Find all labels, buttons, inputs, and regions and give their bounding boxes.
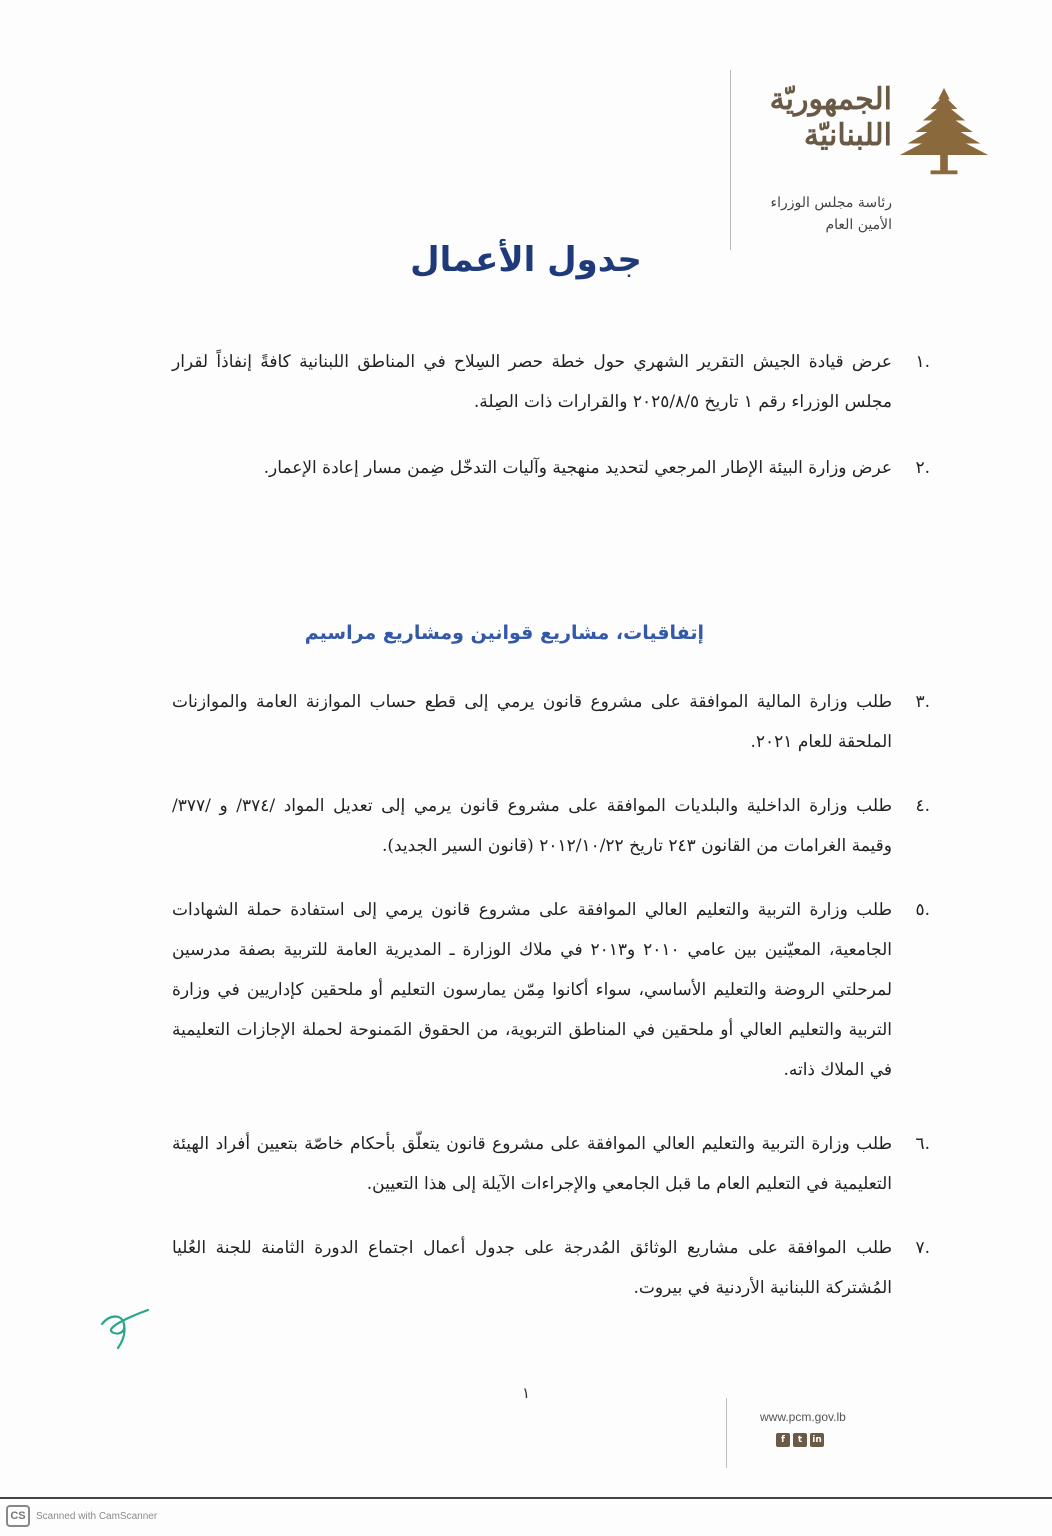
republic-line-2: اللبنانيّة [803,118,892,153]
item-number: .٣ [915,692,930,712]
agenda-item-1 [172,342,930,422]
agenda-item-5 [172,890,930,1090]
twitter-icon[interactable]: t [793,1433,807,1447]
office-line-2: الأمين العام [825,217,892,233]
camscanner-logo: CS [6,1505,30,1527]
page-title: جدول الأعمال [410,240,642,280]
linkedin-icon[interactable]: in [810,1433,824,1447]
website-link[interactable]: www.pcm.gov.lb [760,1410,846,1424]
agenda-item-4 [172,786,930,866]
item-text: عرض قيادة الجيش التقرير الشهري حول خطة حصر السِلاح في المناطق اللبنانية كافةً إنفاذاً لقرار مجلس الوزراء رقم ١ تاريخ ٢٠٢٥/٨/٥ والقرارات ذات الصِلة. [172,352,892,412]
facebook-icon[interactable]: f [776,1433,790,1447]
social-icons [776,1433,824,1447]
agenda-item-2 [172,448,930,488]
letterhead [692,70,992,250]
signature-mark [96,1304,160,1350]
item-number: .٢ [915,458,930,478]
item-text: طلب الموافقة على مشاريع الوثائق المُدرجة على جدول أعمال اجتماع الدورة الثامنة للجنة العُليا المُشتركة اللبنانية الأردنية في بيروت. [172,1238,892,1298]
scanner-text: Scanned with CamScanner [36,1510,158,1522]
header-divider [730,70,731,250]
item-text: طلب وزارة التربية والتعليم العالي الموافقة على مشروع قانون يتعلّق بأحكام خاصّة بتعيين أفراد الهيئة التعليمية في التعليم العام ما قبل الجامعي والإجراءات الآيلة إلى هذا التعيين. [172,1134,892,1194]
section-heading: إتفاقيات، مشاريع قوانين ومشاريع مراسيم [304,622,704,644]
agenda-item-6 [172,1124,930,1204]
agenda-item-7 [172,1228,930,1308]
item-text: طلب وزارة الداخلية والبلديات الموافقة على مشروع قانون يرمي إلى تعديل المواد /٣٧٤/ و /٣٧٧/ وقيمة الغرامات من القانون ٢٤٣ تاريخ ٢٠١٢/١٠/٢٢ (قانون السير الجديد). [172,796,892,856]
office-name [752,192,892,236]
republic-name [769,82,892,154]
item-text: عرض وزارة البيئة الإطار المرجعي لتحديد منهجية وآليات التدخّل ضِمن مسار إعادة الإعمار. [263,458,892,478]
page-number: ١ [521,1384,531,1402]
item-number: .٤ [915,796,930,816]
scanner-watermark [6,1505,157,1527]
item-text: طلب وزارة المالية الموافقة على مشروع قانون يرمي إلى قطع حساب الموازنة العامة والموازنات الملحقة للعام ٢٠٢١. [172,692,892,752]
republic-line-1: الجمهوريّة [769,82,892,117]
item-text: طلب وزارة التربية والتعليم العالي الموافقة على مشروع قانون يرمي إلى استفادة حملة الشهادات الجامعية، المعيّنين بين عامي ٢٠١٠ و٢٠١٣ في ملاك الوزارة ـ المديرية العامة للتربية بصفة مدرسين لمرحلتي الروضة والتعليم الأساسي، سواء أكانوا مِمّن يمارسون التعليم أو ملحقين كإداريين في وزارة التربية والتعليم العالي أو ملحقين في المناطق التربوية، من الحقوق المَمنوحة لحملة الإجازات التعليمية في الملاك ذاته. [172,900,892,1080]
item-number: .٧ [915,1238,930,1258]
office-line-1: رئاسة مجلس الوزراء [770,195,892,211]
agenda-item-3 [172,682,930,762]
item-number: .٦ [915,1134,930,1154]
item-number: .٥ [915,900,930,920]
item-number: .١ [915,352,930,372]
bottom-rule [0,1497,1052,1499]
cedar-tree-icon [896,84,992,180]
footer-divider [726,1398,727,1468]
